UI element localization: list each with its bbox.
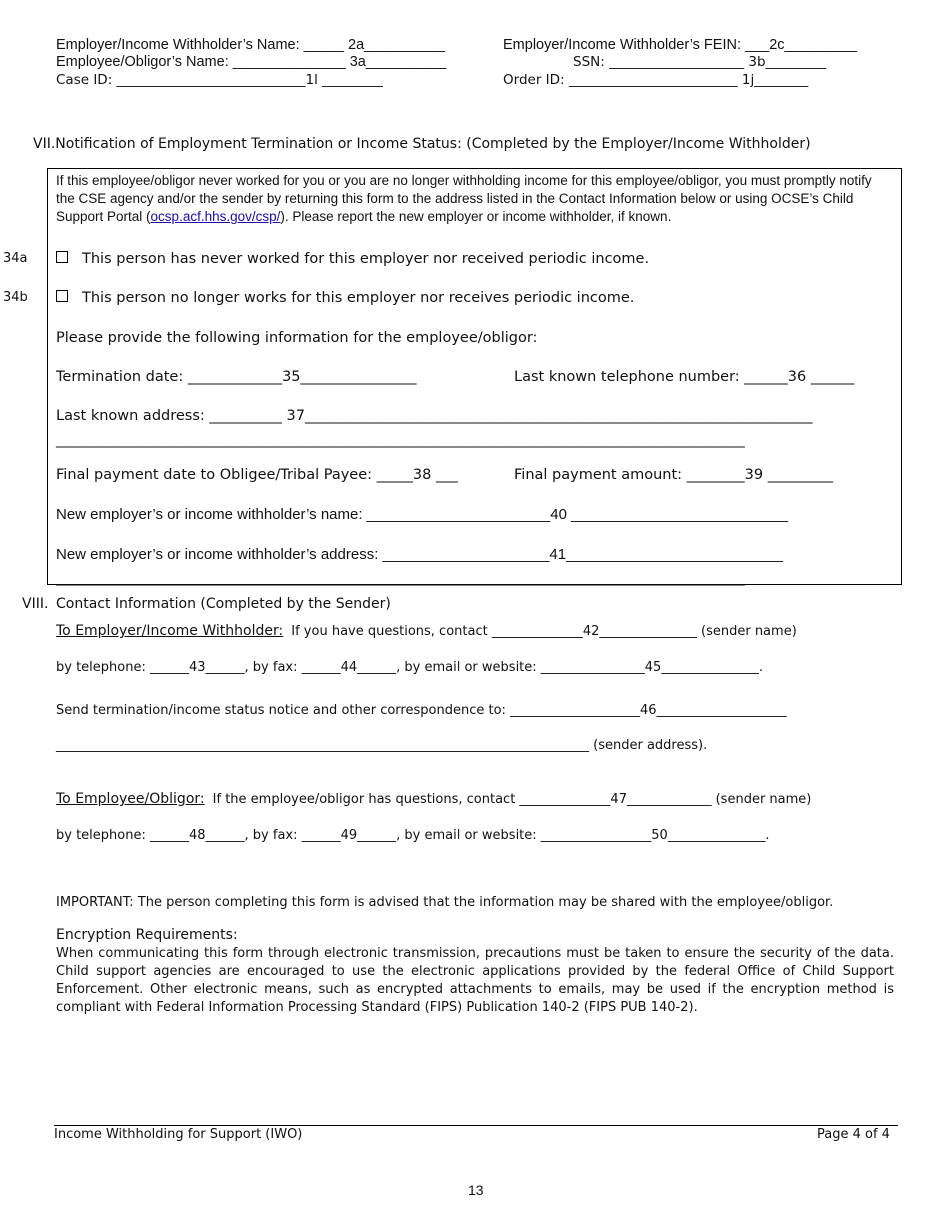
intro-text-2: ). Please report the new employer or income withholder, if known. [280, 209, 672, 224]
item-34b-text: This person no longer works for this employer nor receives periodic income. [82, 290, 635, 306]
ssn-field: SSN: ____________________ 3b_________ [573, 54, 827, 70]
csp-portal-link[interactable]: ocsp.acf.hhs.gov/csp/ [150, 209, 281, 224]
new-employer-address-field[interactable]: New employer’s or income withholder’s address: ____________________41__________________________ [56, 546, 783, 563]
employee-contact-field[interactable]: If the employee/obligor has questions, contact ______________47_____________ (sender name) [212, 792, 812, 807]
employee-contact-line [56, 791, 811, 807]
encryption-title: Encryption Requirements: [56, 927, 238, 943]
checkbox-34a[interactable] [56, 251, 68, 263]
employer-name-field: Employer/Income Withholder’s Name: _____ 2a__________ [56, 37, 445, 53]
section-7-intro [56, 172, 894, 226]
new-employer-name-field[interactable]: New employer’s or income withholder’s name: ______________________40 __________________________ [56, 506, 788, 523]
item-34a-text: This person has never worked for this employer nor received periodic income. [82, 251, 650, 267]
employer-heading: To Employer/Income Withholder: [56, 623, 284, 639]
employer-contact-field[interactable]: If you have questions, contact ______________42_______________ (sender name) [291, 624, 797, 639]
final-payment-amount-field[interactable]: Final payment amount: ________39 _________ [514, 467, 833, 483]
last-phone-field[interactable]: Last known telephone number: ______36 ______ [514, 369, 855, 385]
sender-address-line[interactable]: __________________________________________________________________________________ (sender address). [56, 738, 708, 753]
checkbox-34b[interactable] [56, 290, 68, 302]
final-payment-date-field[interactable]: Final payment date to Obligee/Tribal Payee: _____38 ___ [56, 467, 458, 483]
intro-text-1: If this employee/obligor never worked for you or you are no longer withholding income for this employee/obligor, you must promptly notify the CSE agency and/or the sender by returning this form to the address listed in the Contact Information below or using OCSE’s Child Support Portal ( [56, 173, 872, 224]
section-7-title: VII.Notification of Employment Termination or Income Status: (Completed by the Employer/Income Withholder) [33, 136, 811, 152]
footer-form-name: Income Withholding for Support (IWO) [54, 1127, 303, 1142]
employer-phone-line[interactable]: by telephone: ______43______, by fax: ______44______, by email or website: ________________45_______________. [56, 660, 763, 675]
section-8-roman: VIII. [22, 596, 49, 612]
footer-rule [54, 1125, 898, 1126]
footer-page-label: Page 4 of 4 [817, 1127, 890, 1142]
important-notice: IMPORTANT: The person completing this form is advised that the information may be shared with the employee/obligor. [56, 895, 834, 910]
order-id-field: Order ID: _________________________ 1j________ [503, 72, 809, 88]
please-provide-text: Please provide the following information for the employee/obligor: [56, 330, 538, 346]
employer-fein-field: Employer/Income Withholder’s FEIN: ___2c_________ [503, 37, 858, 53]
employee-phone-line[interactable]: by telephone: ______48______, by fax: ______49______, by email or website: _________________50_______________. [56, 828, 770, 843]
case-id-field: Case ID: ____________________________1l _________ [56, 72, 383, 88]
item-34b[interactable] [56, 290, 634, 306]
employee-heading: To Employee/Obligor: [56, 791, 205, 807]
encryption-body: When communicating this form through electronic transmission, precautions must be taken to ensure the security of the data. Child support agencies are encouraged to use the electronic applications provided by the federal Office of Child Support Enforcement. Other electronic means, such as encrypted attachments to emails, may be used if the encryption method is compliant with Federal Information Processing Standard (FIPS) Publication 140-2 (FIPS PUB 140-2). [56, 946, 894, 1015]
employee-name-field: Employee/Obligor’s Name: ______________ 3a__________ [56, 54, 447, 70]
last-address-field[interactable]: Last known address: __________ 37______________________________________________________________________ [56, 408, 813, 424]
item-34a[interactable] [56, 251, 649, 267]
last-address-cont[interactable]: _______________________________________________________________________________________________ [56, 432, 745, 448]
new-employer-address-cont[interactable]: _______________________________________________________________________________________________ [56, 570, 745, 586]
section-8-title: Contact Information (Completed by the Sender) [56, 596, 391, 612]
termination-date-field[interactable]: Termination date: _____________35________________ [56, 369, 417, 385]
send-notice-line[interactable]: Send termination/income status notice and other correspondence to: ____________________46____________________ [56, 703, 787, 718]
employer-contact-line [56, 623, 797, 639]
page-number: 13 [468, 1182, 484, 1198]
item-34a-label: 34a [3, 251, 28, 266]
item-34b-label: 34b [3, 290, 28, 305]
